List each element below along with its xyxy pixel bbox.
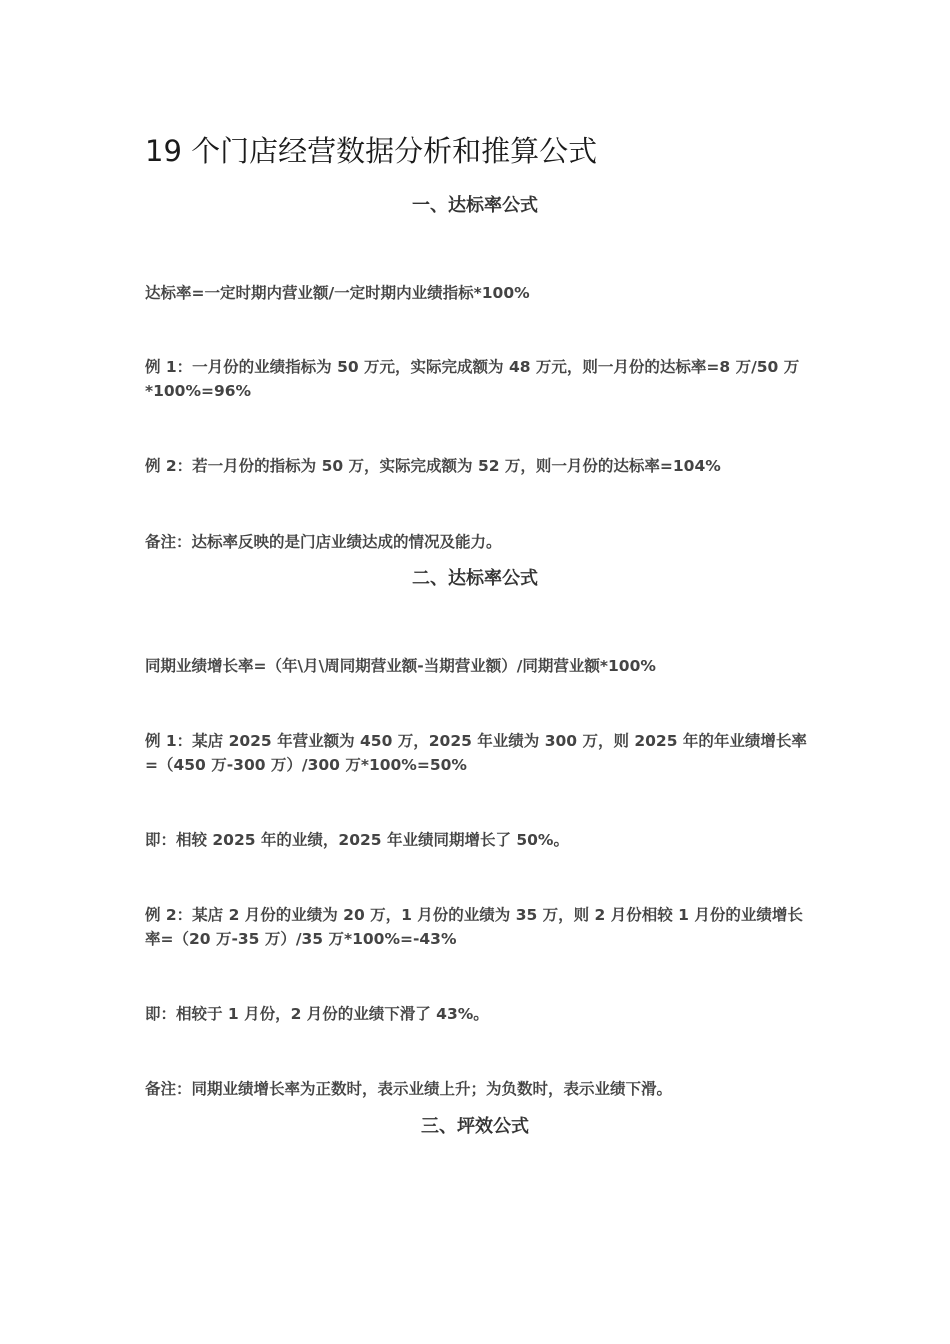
- paragraph-example-1-2: 例 2：若一月份的指标为 50 万，实际完成额为 52 万，则一月份的达标率=104%: [145, 457, 721, 475]
- paragraph-explain-2-2: 即：相较于 1 月份，2 月份的业绩下滑了 43%。: [145, 1005, 489, 1023]
- paragraph-note-1: 备注：达标率反映的是门店业绩达成的情况及能力。: [145, 533, 502, 551]
- section-heading-3: 三、坪效公式: [421, 1116, 529, 1137]
- paragraph-formula-2: 同期业绩增长率=（年\月\周同期营业额-当期营业额）/同期营业额*100%: [145, 657, 656, 675]
- document-title: 19 个门店经营数据分析和推算公式: [145, 134, 598, 168]
- paragraph-explain-2-1: 即：相较 2025 年的业绩，2025 年业绩同期增长了 50%。: [145, 831, 569, 849]
- section-heading-1: 一、达标率公式: [412, 195, 538, 216]
- paragraph-example-2-1: 例 1：某店 2025 年营业额为 450 万，2025 年业绩为 300 万，则 2025 年的年业绩增长率=（450 万-300 万）/300 万*100%=50%: [145, 732, 807, 774]
- section-heading-2: 二、达标率公式: [412, 568, 538, 589]
- paragraph-example-1-1: 例 1：一月份的业绩指标为 50 万元，实际完成额为 48 万元，则一月份的达标率=8 万/50 万*100%=96%: [145, 358, 800, 400]
- paragraph-note-2: 备注：同期业绩增长率为正数时，表示业绩上升；为负数时，表示业绩下滑。: [145, 1080, 673, 1098]
- paragraph-example-2-2: 例 2：某店 2 月份的业绩为 20 万，1 月份的业绩为 35 万，则 2 月份相较 1 月份的业绩增长率=（20 万-35 万）/35 万*100%=-43%: [145, 906, 803, 948]
- paragraph-formula-1: 达标率=一定时期内营业额/一定时期内业绩指标*100%: [145, 284, 530, 302]
